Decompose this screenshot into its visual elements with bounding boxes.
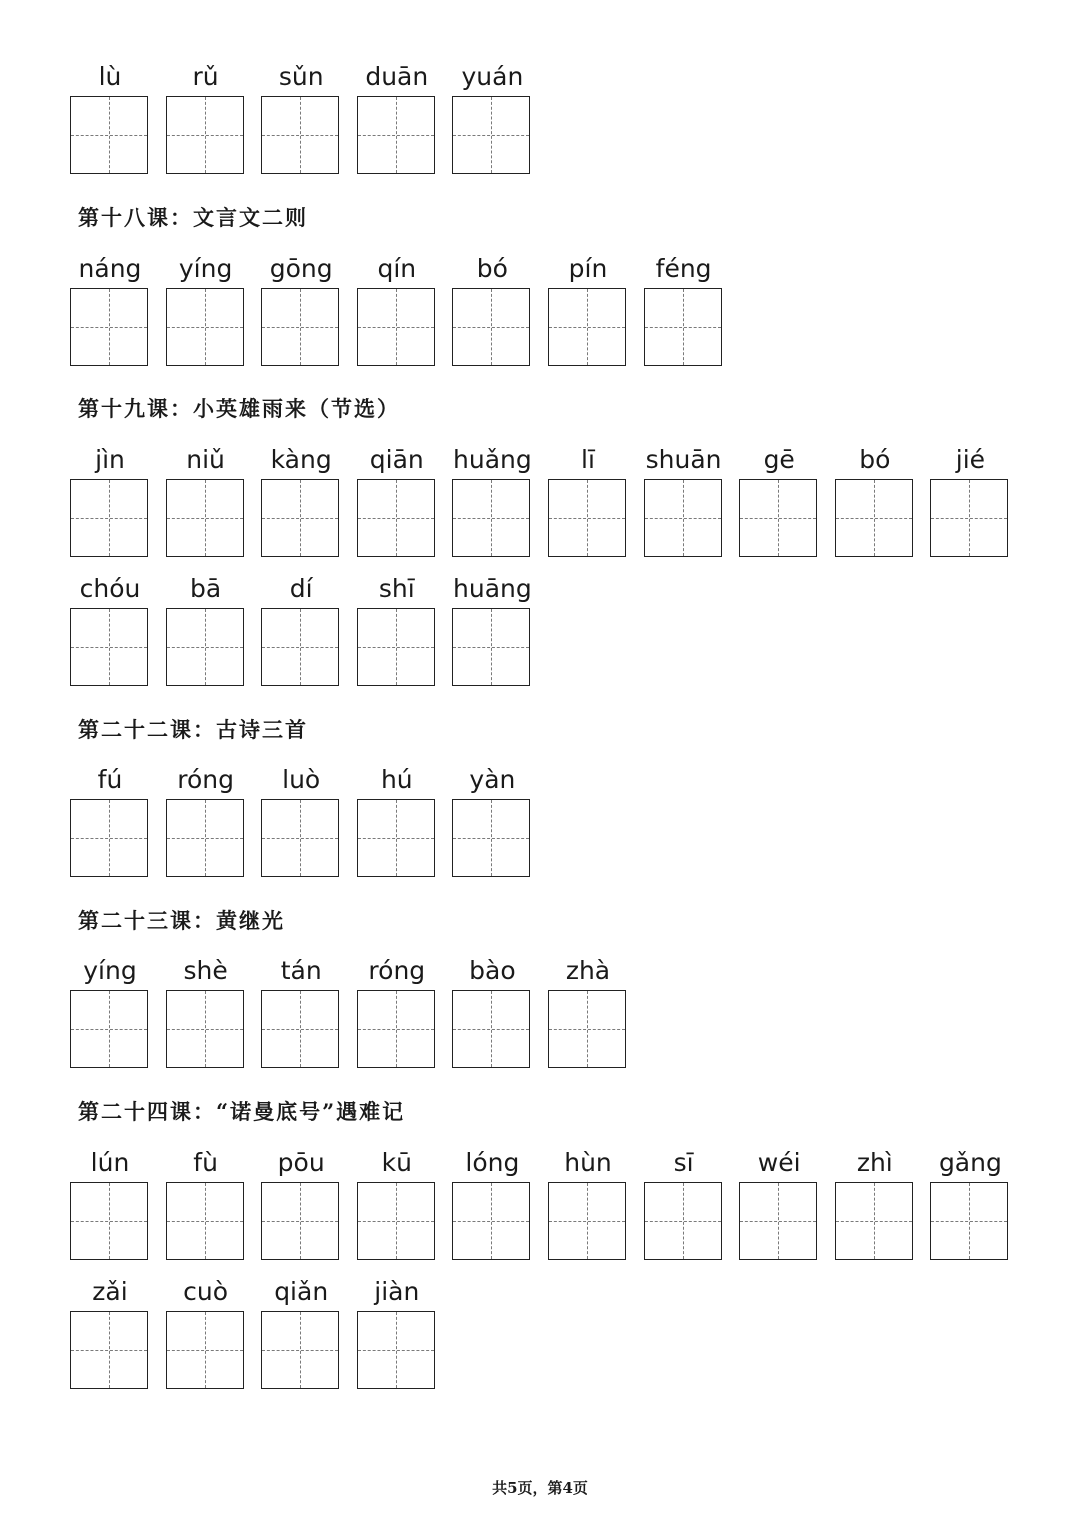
pinyin-label: bā	[189, 574, 222, 603]
character-cell	[261, 572, 341, 686]
character-cell	[261, 763, 341, 877]
box-horizontal-guide	[453, 1221, 529, 1222]
pinyin-label: gōng	[269, 254, 333, 283]
character-cell	[70, 1146, 150, 1260]
pinyin-label: hú	[380, 765, 413, 794]
box-horizontal-guide	[71, 1350, 147, 1351]
box-horizontal-guide	[740, 518, 816, 519]
box-horizontal-guide	[71, 327, 147, 328]
box-horizontal-guide	[549, 327, 625, 328]
character-cell	[70, 443, 150, 557]
lesson-heading: 第二十四课：“诺曼底号”遇难记	[78, 1099, 406, 1124]
lesson-heading: 第十九课：小英雄雨来（节选）	[78, 396, 400, 421]
character-cell	[166, 572, 246, 686]
pinyin-label: róng	[177, 765, 234, 794]
tianzige-writing-box[interactable]	[166, 1311, 244, 1389]
tianzige-writing-box[interactable]	[70, 799, 148, 877]
pinyin-row	[70, 443, 1030, 557]
pinyin-label: yuán	[461, 62, 524, 91]
pinyin-label: lóng	[465, 1148, 520, 1177]
pinyin-label: féng	[655, 254, 712, 283]
tianzige-writing-box[interactable]	[644, 288, 722, 366]
character-cell	[835, 443, 915, 557]
character-cell	[166, 252, 246, 366]
pinyin-label: sī	[673, 1148, 694, 1177]
tianzige-writing-box[interactable]	[930, 1182, 1008, 1260]
pinyin-row	[70, 763, 1030, 877]
box-horizontal-guide	[71, 135, 147, 136]
tianzige-writing-box[interactable]	[452, 990, 530, 1068]
box-horizontal-guide	[262, 838, 338, 839]
pinyin-label: yíng	[178, 254, 233, 283]
box-horizontal-guide	[167, 327, 243, 328]
box-horizontal-guide	[167, 135, 243, 136]
tianzige-writing-box[interactable]	[548, 479, 626, 557]
pinyin-label: qiān	[369, 445, 424, 474]
box-horizontal-guide	[262, 135, 338, 136]
box-horizontal-guide	[358, 1350, 434, 1351]
box-horizontal-guide	[645, 1221, 721, 1222]
tianzige-writing-box[interactable]	[452, 1182, 530, 1260]
character-cell	[548, 252, 628, 366]
tianzige-writing-box[interactable]	[357, 990, 435, 1068]
tianzige-writing-box[interactable]	[739, 479, 817, 557]
tianzige-writing-box[interactable]	[452, 799, 530, 877]
box-horizontal-guide	[71, 518, 147, 519]
tianzige-writing-box[interactable]	[357, 479, 435, 557]
character-cell	[261, 252, 341, 366]
character-cell	[166, 60, 246, 174]
character-cell	[70, 572, 150, 686]
character-cell	[930, 1146, 1010, 1260]
character-cell	[70, 60, 150, 174]
tianzige-writing-box[interactable]	[452, 288, 530, 366]
box-horizontal-guide	[167, 1221, 243, 1222]
pinyin-row	[70, 1146, 1030, 1260]
tianzige-writing-box[interactable]	[166, 479, 244, 557]
box-horizontal-guide	[740, 1221, 816, 1222]
tianzige-writing-box[interactable]	[644, 479, 722, 557]
character-cell	[70, 954, 150, 1068]
pinyin-label: shè	[183, 956, 228, 985]
box-horizontal-guide	[262, 327, 338, 328]
pinyin-label: kàng	[270, 445, 332, 474]
box-horizontal-guide	[453, 518, 529, 519]
pinyin-label: qín	[377, 254, 417, 283]
pinyin-label: gǎng	[938, 1148, 1002, 1177]
character-cell	[357, 954, 437, 1068]
tianzige-writing-box[interactable]	[644, 1182, 722, 1260]
box-horizontal-guide	[453, 838, 529, 839]
character-cell	[357, 60, 437, 174]
character-cell	[452, 572, 532, 686]
box-horizontal-guide	[167, 1029, 243, 1030]
box-horizontal-guide	[836, 518, 912, 519]
box-horizontal-guide	[262, 1029, 338, 1030]
character-cell	[261, 443, 341, 557]
box-horizontal-guide	[167, 518, 243, 519]
pinyin-label: hùn	[564, 1148, 612, 1177]
character-cell	[70, 252, 150, 366]
character-cell	[452, 60, 532, 174]
tianzige-writing-box[interactable]	[548, 1182, 626, 1260]
tianzige-writing-box[interactable]	[166, 1182, 244, 1260]
character-cell	[261, 1146, 341, 1260]
character-cell	[261, 954, 341, 1068]
pinyin-label: huǎng	[453, 445, 532, 474]
tianzige-writing-box[interactable]	[261, 608, 339, 686]
pinyin-label: bó	[859, 445, 891, 474]
pinyin-label: qiǎn	[274, 1277, 329, 1306]
pinyin-label: wéi	[757, 1148, 801, 1177]
tianzige-writing-box[interactable]	[261, 288, 339, 366]
box-horizontal-guide	[167, 647, 243, 648]
box-horizontal-guide	[645, 518, 721, 519]
tianzige-writing-box[interactable]	[452, 96, 530, 174]
pinyin-label: luò	[282, 765, 321, 794]
pinyin-label: shuān	[645, 445, 722, 474]
character-cell	[261, 60, 341, 174]
tianzige-writing-box[interactable]	[261, 990, 339, 1068]
pinyin-label: fù	[193, 1148, 218, 1177]
character-cell	[357, 443, 437, 557]
pinyin-label: sǔn	[278, 62, 324, 91]
tianzige-writing-box[interactable]	[261, 799, 339, 877]
tianzige-writing-box[interactable]	[739, 1182, 817, 1260]
character-cell	[930, 443, 1010, 557]
tianzige-writing-box[interactable]	[166, 990, 244, 1068]
lesson-heading: 第十八课：文言文二则	[78, 205, 308, 230]
tianzige-writing-box[interactable]	[357, 288, 435, 366]
character-cell	[644, 443, 724, 557]
character-cell	[166, 1146, 246, 1260]
character-cell	[452, 763, 532, 877]
tianzige-writing-box[interactable]	[357, 96, 435, 174]
character-cell	[357, 1146, 437, 1260]
pinyin-label: lī	[581, 445, 595, 474]
box-horizontal-guide	[71, 1221, 147, 1222]
box-horizontal-guide	[453, 1029, 529, 1030]
pinyin-row	[70, 60, 1030, 174]
pinyin-label: dí	[289, 574, 313, 603]
character-cell	[357, 763, 437, 877]
character-cell	[166, 443, 246, 557]
box-horizontal-guide	[358, 135, 434, 136]
tianzige-writing-box[interactable]	[452, 608, 530, 686]
pinyin-label: bó	[476, 254, 508, 283]
box-horizontal-guide	[167, 838, 243, 839]
box-horizontal-guide	[71, 838, 147, 839]
tianzige-writing-box[interactable]	[166, 288, 244, 366]
character-cell	[835, 1146, 915, 1260]
tianzige-writing-box[interactable]	[835, 1182, 913, 1260]
pinyin-label: zǎi	[92, 1277, 128, 1306]
pinyin-row	[70, 1275, 1030, 1389]
character-cell	[70, 763, 150, 877]
character-cell	[357, 1275, 437, 1389]
tianzige-writing-box[interactable]	[70, 288, 148, 366]
box-horizontal-guide	[167, 1350, 243, 1351]
character-cell	[166, 763, 246, 877]
character-cell	[166, 954, 246, 1068]
pinyin-row	[70, 252, 1030, 366]
tianzige-writing-box[interactable]	[70, 96, 148, 174]
tianzige-writing-box[interactable]	[548, 990, 626, 1068]
lesson-heading: 第二十二课：古诗三首	[78, 717, 308, 742]
character-cell	[452, 1146, 532, 1260]
pinyin-label: shī	[378, 574, 415, 603]
box-horizontal-guide	[358, 1029, 434, 1030]
box-horizontal-guide	[549, 1029, 625, 1030]
box-horizontal-guide	[262, 647, 338, 648]
character-cell	[452, 252, 532, 366]
pinyin-label: duān	[365, 62, 429, 91]
pinyin-label: lù	[98, 62, 122, 91]
pinyin-label: rǔ	[192, 62, 219, 91]
character-cell	[70, 1275, 150, 1389]
tianzige-writing-box[interactable]	[70, 608, 148, 686]
tianzige-writing-box[interactable]	[357, 799, 435, 877]
pinyin-label: pōu	[277, 1148, 325, 1177]
pinyin-label: huāng	[453, 574, 532, 603]
pinyin-row	[70, 954, 1030, 1068]
pinyin-label: pín	[568, 254, 608, 283]
box-horizontal-guide	[358, 518, 434, 519]
pinyin-label: zhì	[856, 1148, 893, 1177]
tianzige-writing-box[interactable]	[261, 1182, 339, 1260]
box-horizontal-guide	[549, 1221, 625, 1222]
character-cell	[452, 954, 532, 1068]
character-cell	[739, 443, 819, 557]
box-horizontal-guide	[358, 1221, 434, 1222]
box-horizontal-guide	[453, 327, 529, 328]
tianzige-writing-box[interactable]	[357, 1182, 435, 1260]
character-cell	[357, 572, 437, 686]
pinyin-label: jiàn	[374, 1277, 420, 1306]
character-cell	[452, 443, 532, 557]
pinyin-label: róng	[368, 956, 426, 985]
pinyin-row	[70, 572, 1030, 686]
pinyin-label: tán	[280, 956, 322, 985]
tianzige-writing-box[interactable]	[357, 1311, 435, 1389]
box-horizontal-guide	[71, 1029, 147, 1030]
pinyin-label: náng	[78, 254, 142, 283]
pinyin-label: chóu	[79, 574, 141, 603]
tianzige-writing-box[interactable]	[166, 96, 244, 174]
character-cell	[357, 252, 437, 366]
character-cell	[548, 1146, 628, 1260]
box-horizontal-guide	[262, 1350, 338, 1351]
tianzige-writing-box[interactable]	[930, 479, 1008, 557]
box-horizontal-guide	[549, 518, 625, 519]
box-horizontal-guide	[931, 1221, 1007, 1222]
tianzige-writing-box[interactable]	[548, 288, 626, 366]
tianzige-writing-box[interactable]	[70, 1182, 148, 1260]
pinyin-label: yíng	[83, 956, 137, 985]
box-horizontal-guide	[931, 518, 1007, 519]
pinyin-label: gē	[763, 445, 795, 474]
pinyin-label: bào	[469, 956, 516, 985]
pinyin-label: niǔ	[186, 445, 225, 474]
pinyin-label: lún	[90, 1148, 130, 1177]
tianzige-writing-box[interactable]	[261, 1311, 339, 1389]
character-cell	[261, 1275, 341, 1389]
character-cell	[644, 252, 724, 366]
box-horizontal-guide	[358, 838, 434, 839]
tianzige-writing-box[interactable]	[261, 96, 339, 174]
tianzige-writing-box[interactable]	[166, 799, 244, 877]
box-horizontal-guide	[262, 1221, 338, 1222]
tianzige-writing-box[interactable]	[452, 479, 530, 557]
box-horizontal-guide	[453, 647, 529, 648]
box-horizontal-guide	[358, 647, 434, 648]
pinyin-label: zhà	[565, 956, 611, 985]
character-cell	[166, 1275, 246, 1389]
page-footer: 共5页，第4页	[492, 1479, 588, 1497]
box-horizontal-guide	[645, 327, 721, 328]
pinyin-label: yàn	[469, 765, 516, 794]
pinyin-label: jié	[955, 445, 986, 474]
tianzige-writing-box[interactable]	[70, 990, 148, 1068]
tianzige-writing-box[interactable]	[166, 608, 244, 686]
character-cell	[548, 443, 628, 557]
tianzige-writing-box[interactable]	[261, 479, 339, 557]
box-horizontal-guide	[358, 327, 434, 328]
lesson-heading: 第二十三课：黄继光	[78, 908, 285, 933]
pinyin-label: jìn	[95, 445, 125, 474]
character-cell	[644, 1146, 724, 1260]
character-cell	[739, 1146, 819, 1260]
pinyin-label: kū	[381, 1148, 412, 1177]
box-horizontal-guide	[71, 647, 147, 648]
box-horizontal-guide	[262, 518, 338, 519]
tianzige-writing-box[interactable]	[357, 608, 435, 686]
pinyin-label: cuò	[183, 1277, 229, 1306]
box-horizontal-guide	[453, 135, 529, 136]
character-cell	[548, 954, 628, 1068]
tianzige-writing-box[interactable]	[70, 1311, 148, 1389]
box-horizontal-guide	[836, 1221, 912, 1222]
pinyin-label: fú	[97, 765, 123, 794]
tianzige-writing-box[interactable]	[70, 479, 148, 557]
tianzige-writing-box[interactable]	[835, 479, 913, 557]
